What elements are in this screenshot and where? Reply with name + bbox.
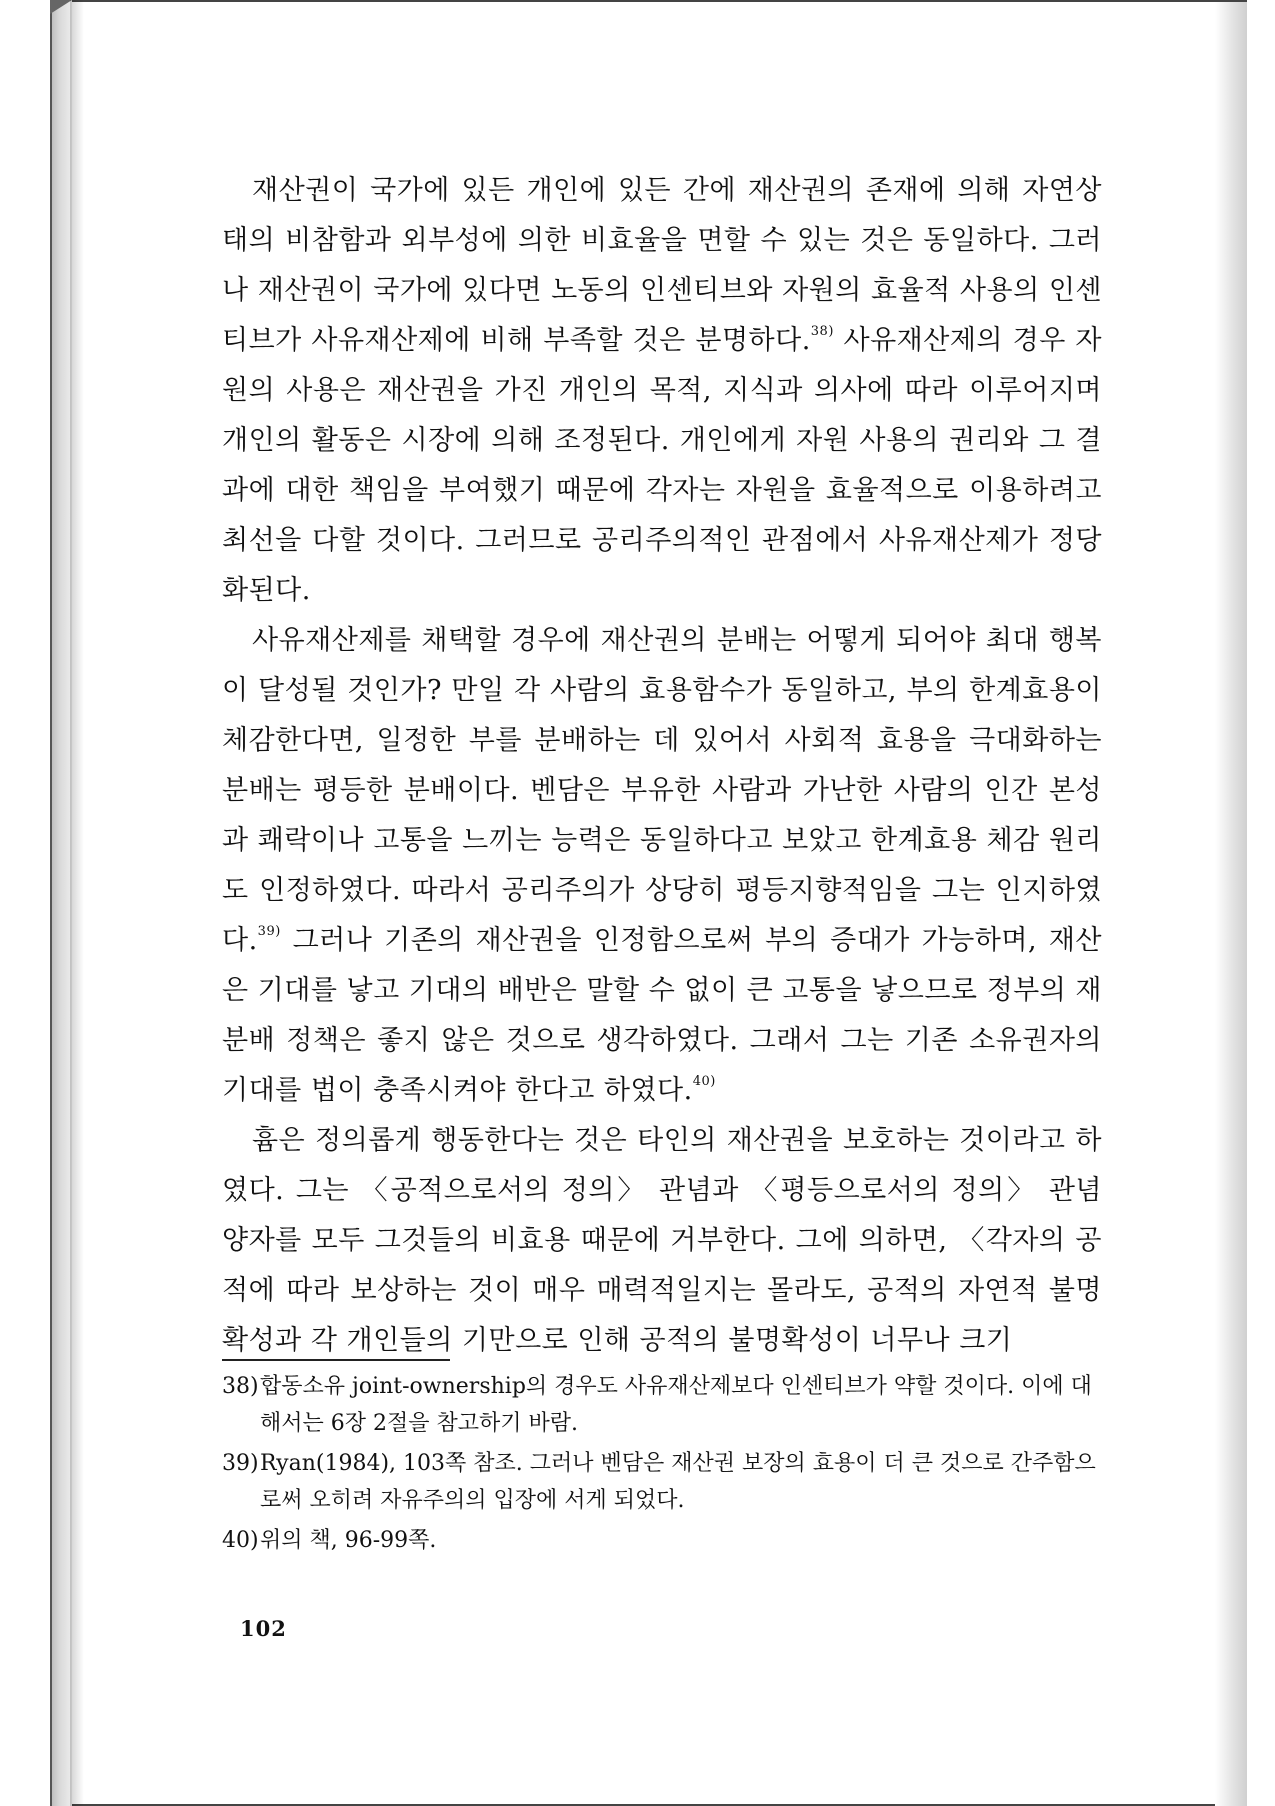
paragraph-text: 사유재산제를 채택할 경우에 재산권의 분배는 어떻게 되어야 최대 행복이 달성될 것인가? 만일 각 사람의 효용함수가 동일하고, 부의 한계효용이 체감한다면, 일정한 부를 분배하는 데 있어서 사회적 효용을 극대화하는 분배는 평등한 분배이다. 벤담은 부유한 사람과 가난한 사람의 인간 본성과 쾌락이나 고통을 느끼는 능력은 동일하다고 보았고 한계효용 체감 원리도 인정하였다. 따라서 공리주의가 상당히 평등지향적임을 그는 인지하였다.	[222, 625, 1102, 956]
footnote-divider	[222, 1359, 450, 1361]
footnote-40	[222, 1522, 1102, 1559]
page-number: 102	[240, 1616, 287, 1641]
footnote-text: Ryan(1984), 103쪽 참조. 그러나 벤담은 재산권 보장의 효용이 더 큰 것으로 간주함으로써 오히려 자유주의의 입장에 서게 되었다.	[260, 1451, 1096, 1513]
paragraph-text: 사유재산제의 경우 자원의 사용은 재산권을 가진 개인의 목적, 지식과 의사에 따라 이루어지며 개인의 활동은 시장에 의해 조정된다. 개인에게 자원 사용의 권리와 그 결과에 대한 책임을 부여했기 때문에 각자는 자원을 효율적으로 이용하려고 최선을 다할 것이다. 그러므로 공리주의적인 관점에서 사유재산제가 정당화된다.	[222, 325, 1102, 606]
paragraph-3	[222, 1116, 1102, 1366]
footnote-label: 38)	[222, 1374, 259, 1399]
paragraph-1	[222, 166, 1102, 616]
footnote-ref-39: 39)	[257, 924, 281, 939]
footnote-39	[222, 1445, 1102, 1519]
footnote-ref-38: 38)	[810, 324, 834, 339]
footnote-label: 39)	[222, 1451, 259, 1476]
footnote-text: 합동소유 joint-ownership의 경우도 사유재산제보다 인센티브가 약할 것이다. 이에 대해서는 6장 2절을 참고하기 바람.	[260, 1374, 1092, 1436]
book-corner-fold	[50, 0, 72, 14]
body-text	[222, 166, 1102, 1366]
footnote-label: 40)	[222, 1528, 259, 1553]
paragraph-text: 그러나 기존의 재산권을 인정함으로써 부의 증대가 가능하며, 재산은 기대를 낳고 기대의 배반은 말할 수 없이 큰 고통을 낳으므로 정부의 재분배 정책은 좋지 않은 것으로 생각하였다. 그래서 그는 기존 소유권자의 기대를 법이 충족시켜야 한다고 하였다.	[222, 925, 1102, 1106]
footnote-text: 위의 책, 96-99쪽.	[260, 1528, 437, 1553]
paragraph-text: 흄은 정의롭게 행동한다는 것은 타인의 재산권을 보호하는 것이라고 하였다. 그는 〈공적으로서의 정의〉 관념과 〈평등으로서의 정의〉 관념 양자를 모두 그것들의 비효용 때문에 거부한다. 그에 의하면, 〈각자의 공적에 따라 보상하는 것이 매우 매력적일지는 몰라도, 공적의 자연적 불명확성과 각 개인들의 기만으로 인해 공적의 불명확성이 너무나 크기	[222, 1125, 1102, 1356]
footnotes	[222, 1368, 1102, 1562]
paragraph-text: 재산권이 국가에 있든 개인에 있든 간에 재산권의 존재에 의해 자연상태의 비참함과 외부성에 의한 비효율을 면할 수 있는 것은 동일하다. 그러나 재산권이 국가에 있다면 노동의 인센티브와 자원의 효율적 사용의 인센티브가 사유재산제에 비해 부족할 것은 분명하다.	[222, 175, 1102, 356]
paragraph-2	[222, 616, 1102, 1116]
footnote-38	[222, 1368, 1102, 1442]
spine-shadow	[70, 0, 84, 1806]
page-right-shadow	[1215, 2, 1247, 1806]
footnote-ref-40: 40)	[692, 1074, 716, 1089]
